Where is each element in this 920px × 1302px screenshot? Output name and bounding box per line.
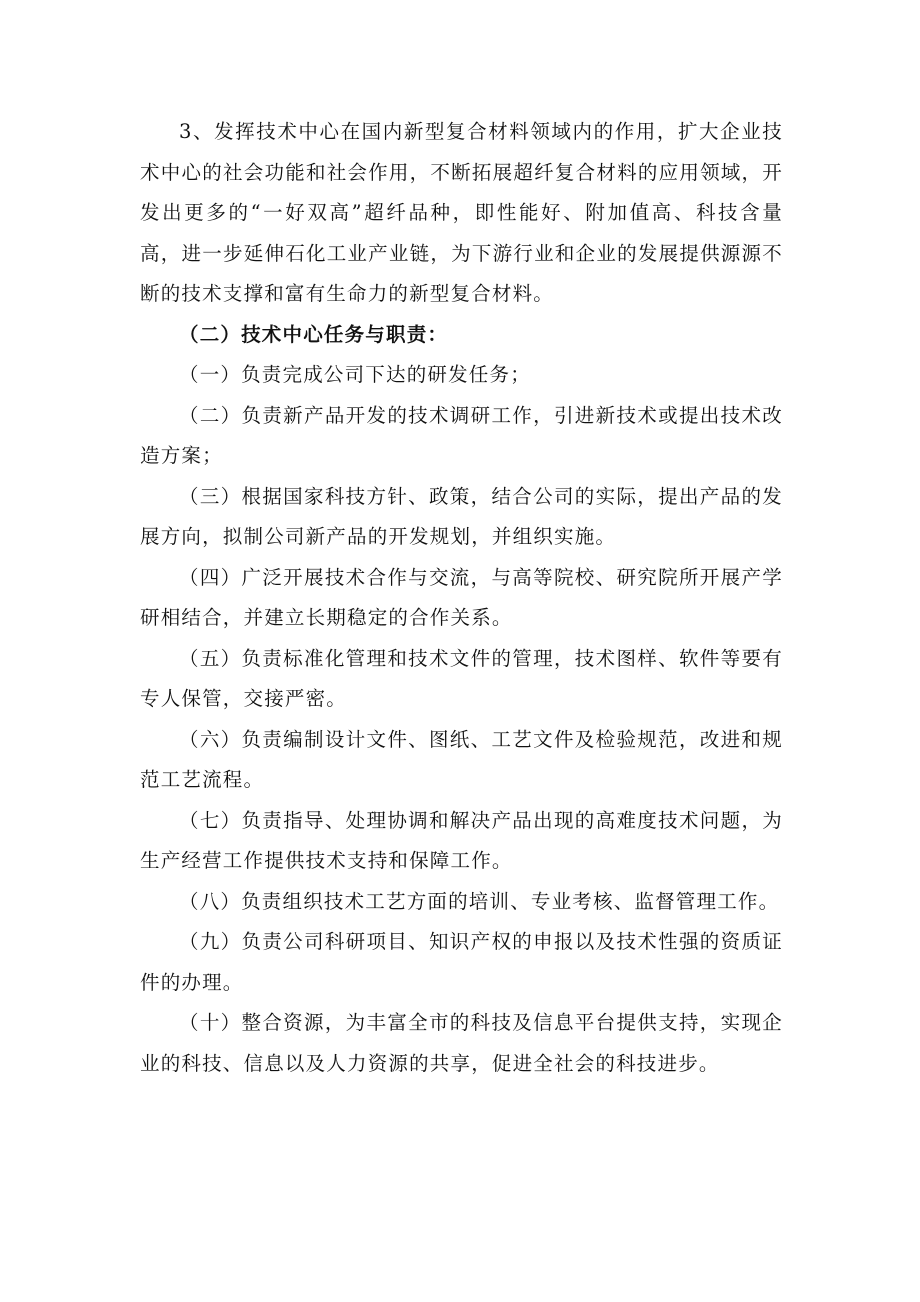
section-heading-responsibilities: （二）技术中心任务与职责：: [179, 322, 449, 346]
duty-item-5: （五）负责标准化管理和技术文件的管理，技术图样、软件等要有专人保管，交接严密。: [140, 646, 783, 710]
document-page: [140, 112, 783, 1084]
duty-item-1: （一）负责完成公司下达的研发任务；: [179, 363, 531, 386]
duty-item-8: （八）负责组织技术工艺方面的培训、专业考核、监督管理工作。: [179, 889, 780, 913]
duty-item-6: （六）负责编制设计文件、图纸、工艺文件及检验规范，改进和规范工艺流程。: [140, 727, 783, 791]
duty-item-9: （九）负责公司科研项目、知识产权的申报以及技术性强的资质证件的办理。: [140, 930, 783, 994]
duty-item-4: （四）广泛开展技术合作与交流，与高等院校、研究院所开展产学研相结合，并建立长期稳定的合作关系。: [140, 565, 783, 629]
duty-item-10: （十）整合资源，为丰富全市的科技及信息平台提供支持，实现企业的科技、信息以及人力资源的共享，促进全社会的科技进步。: [140, 1011, 783, 1075]
duty-item-2: （二）负责新产品开发的技术调研工作，引进新技术或提出技术改造方案；: [140, 403, 783, 467]
duty-item-7: （七）负责指导、处理协调和解决产品出现的高难度技术问题，为生产经营工作提供技术支持和保障工作。: [140, 808, 783, 872]
duty-item-3: （三）根据国家科技方针、政策，结合公司的实际，提出产品的发展方向，拟制公司新产品的开发规划，并组织实施。: [140, 484, 783, 548]
paragraph-item-3: 3、发挥技术中心在国内新型复合材料领域内的作用，扩大企业技术中心的社会功能和社会作用，不断拓展超纤复合材料的应用领域，开发出更多的“一好双高”超纤品种，即性能好、附加值高、科技含量高，进一步延伸石化工业产业链，为下游行业和企业的发展提供源源不断的技术支撑和富有生命力的新型复合材料。: [140, 120, 783, 305]
